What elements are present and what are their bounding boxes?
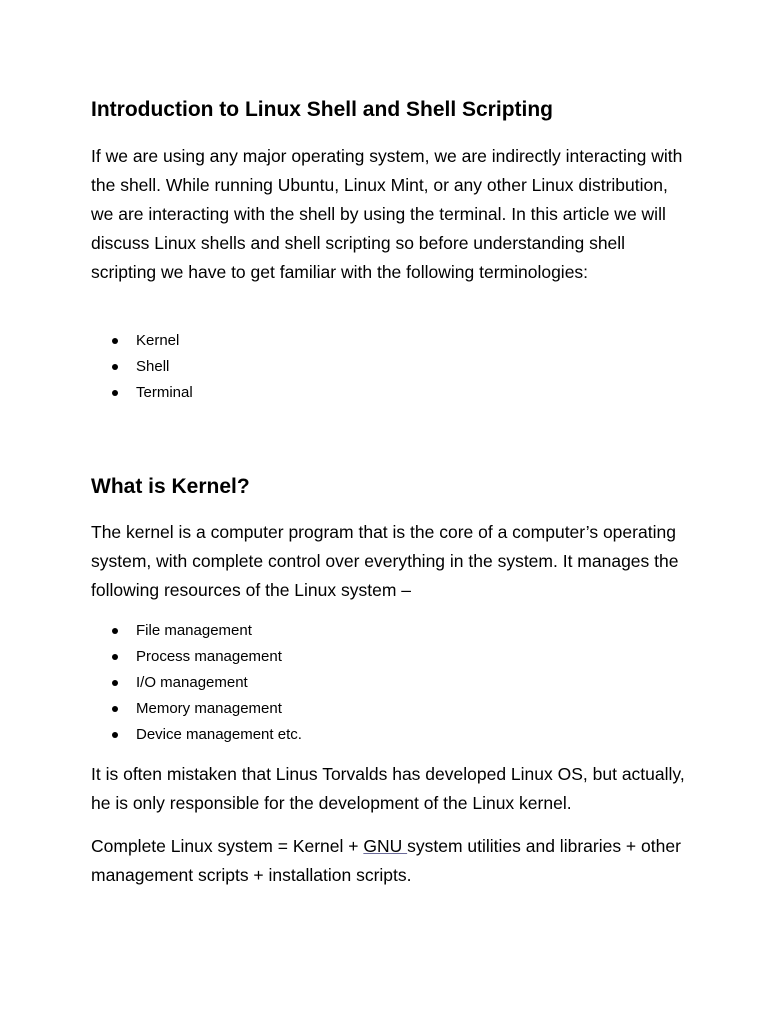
list-item — [108, 618, 302, 644]
list-item — [108, 670, 302, 696]
intro-paragraph: If we are using any major operating system, we are indirectly interacting with the shell. While running Ubuntu, Linux Mint, or any other Linux distribution, we are interacting with the shell by using the terminal. In this article we will discuss Linux shells and shell scripting so before understanding shell scripting we have to get familiar with the following terminologies: — [91, 146, 683, 282]
bullet-icon — [112, 706, 118, 712]
list-item-label: Memory management — [136, 700, 282, 717]
bullet-icon — [112, 390, 118, 396]
complete-system-text-start: Complete Linux system = Kernel + — [91, 836, 364, 856]
intro-heading: Introduction to Linux Shell and Shell Scripting — [91, 98, 553, 121]
kernel-paragraph: The kernel is a computer program that is the core of a computer’s operating system, with complete control over everything in the system. It manages the following resources of the Linux system – — [91, 522, 679, 600]
list-item — [108, 722, 302, 748]
bullet-icon — [112, 654, 118, 660]
terminology-list — [108, 328, 193, 406]
kernel-heading: What is Kernel? — [91, 475, 250, 498]
bullet-icon — [112, 338, 118, 344]
bullet-icon — [112, 680, 118, 686]
list-item-label: File management — [136, 622, 252, 639]
list-item — [108, 380, 193, 406]
list-item-label: Kernel — [136, 332, 180, 349]
list-item-label: Terminal — [136, 384, 193, 401]
list-item-label: I/O management — [136, 674, 248, 691]
list-item — [108, 328, 193, 354]
complete-system-paragraph — [91, 832, 691, 890]
linus-paragraph: It is often mistaken that Linus Torvalds has developed Linux OS, but actually, he is only responsible for the development of the Linux kernel. — [91, 764, 685, 813]
gnu-link[interactable]: GNU — [363, 836, 408, 856]
bullet-icon — [112, 364, 118, 370]
list-item-label: Process management — [136, 648, 282, 665]
list-item-label: Device management etc. — [136, 726, 302, 743]
list-item — [108, 696, 302, 722]
bullet-icon — [112, 628, 118, 634]
list-item — [108, 354, 193, 380]
complete-system-text-end: system utilities and libraries + other management scripts + installation scripts. — [91, 836, 681, 885]
list-item — [108, 644, 302, 670]
list-item-label: Shell — [136, 358, 170, 375]
resource-list — [108, 618, 302, 748]
bullet-icon — [112, 732, 118, 738]
